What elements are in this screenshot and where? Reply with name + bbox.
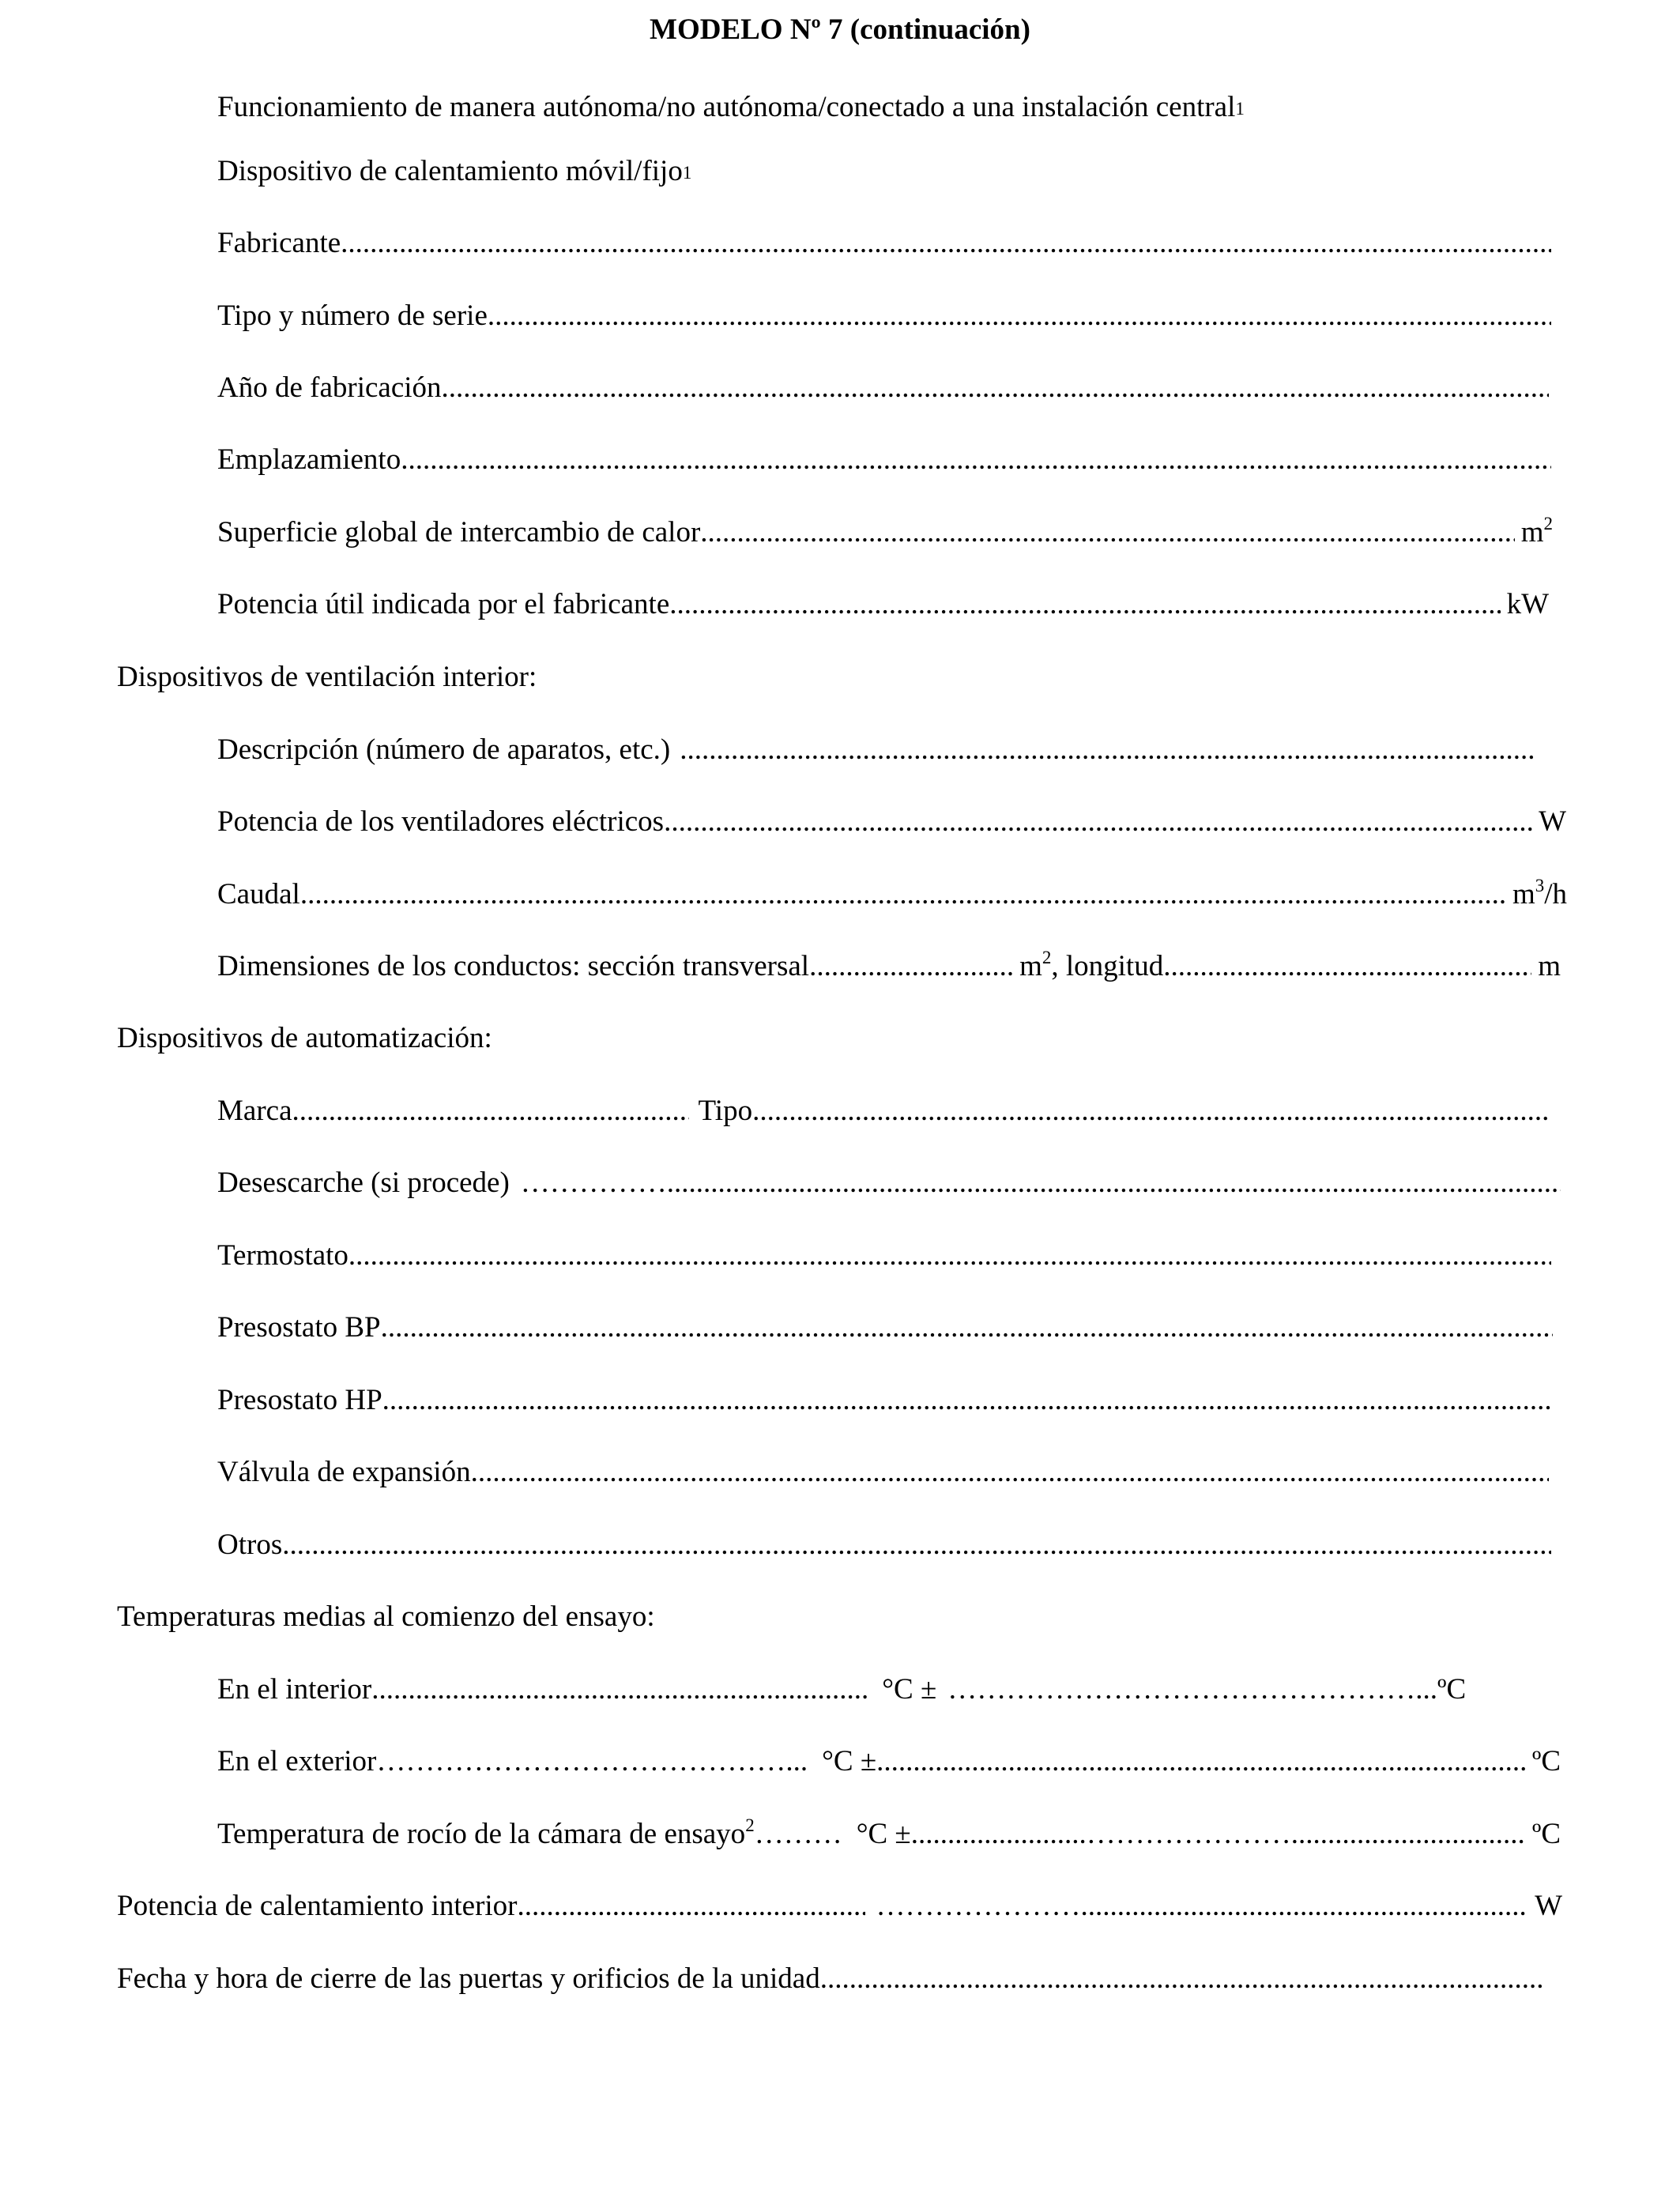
field-label: En el exterior: [217, 1745, 377, 1777]
fill-dots: [752, 1093, 1549, 1129]
field-otros[interactable]: [217, 1527, 1551, 1563]
field-label: Año de fabricación: [217, 371, 442, 404]
field-potencia-calentamiento[interactable]: [117, 1888, 1562, 1924]
fill-dots: [442, 370, 1549, 406]
field-label: Termostato: [217, 1239, 348, 1272]
unit-label: $m^2$: [1019, 948, 1052, 982]
field-tipo-serie[interactable]: [217, 298, 1551, 334]
fill-dots: [518, 1888, 865, 1924]
field-presostato-hp[interactable]: [217, 1382, 1553, 1419]
field-label: Válvula de expansión: [217, 1456, 471, 1488]
fill-dots: [674, 1165, 1561, 1201]
field-emplazamiento[interactable]: [217, 442, 1551, 478]
field-label: Desescarche (si procede): [217, 1167, 510, 1199]
fill-ellipsis: …………………: [876, 1890, 1081, 1922]
field-label: Presostato HP: [217, 1384, 382, 1416]
field-label: Potencia útil indicada por el fabricante: [217, 588, 670, 620]
unit-label: °C ±: [882, 1673, 937, 1706]
line-dispositivo-calentamiento: Dispositivo de calentamiento móvil/fijo $^1$: [217, 155, 692, 187]
fill-dots: [876, 1744, 1526, 1780]
field-label: Otros: [217, 1529, 283, 1561]
unit-label: ºC: [1437, 1673, 1467, 1706]
fill-dots: [471, 1454, 1549, 1491]
unit-label: $m^3/h$: [1512, 876, 1567, 910]
field-potencia-ventiladores[interactable]: [217, 804, 1566, 840]
field-label: Caudal: [217, 878, 300, 910]
unit-label: ºC: [1531, 1745, 1561, 1777]
field-label: Tipo y número de serie: [217, 300, 488, 332]
fill-ellipsis: …………………………………………...: [947, 1673, 1438, 1706]
field-label: Presostato BP: [217, 1311, 381, 1344]
fill-dots: [300, 876, 1506, 913]
field-label: Superficie global de intercambio de calor: [217, 516, 701, 548]
fill-dots: [820, 1961, 1546, 1997]
page-title: MODELO Nº 7 (continuación): [650, 13, 1030, 46]
unit-label: m: [1538, 950, 1561, 982]
unit-label: $m^2$: [1520, 515, 1553, 548]
fill-dots: [348, 1238, 1551, 1274]
field-anio[interactable]: [217, 370, 1549, 406]
field-label: Marca: [217, 1095, 292, 1127]
field-desescarche[interactable]: [217, 1165, 1561, 1201]
unit-label: ºC: [1531, 1818, 1561, 1850]
field-label: Fabricante: [217, 227, 341, 259]
field-marca-tipo[interactable]: [217, 1093, 1549, 1129]
unit-label: kW: [1506, 588, 1549, 620]
field-potencia-util[interactable]: [217, 586, 1549, 623]
fill-dots: [809, 948, 1013, 985]
fill-dots: [381, 1310, 1553, 1346]
field-fabricante[interactable]: [217, 225, 1551, 262]
fill-dots: [680, 732, 1535, 768]
unit-label: °C ±: [822, 1745, 877, 1777]
section-heading-automatizacion: Dispositivos de automatización:: [117, 1022, 492, 1054]
line-funcionamiento: Funcionamiento de manera autónoma/no autónoma/conectado a una instalación central $^1$: [217, 91, 1245, 123]
fill-ellipsis: ………: [754, 1818, 842, 1850]
field-label-tipo: Tipo: [698, 1095, 753, 1127]
fill-ellipsis: …………….: [520, 1167, 675, 1199]
section-heading-temperaturas: Temperaturas medias al comienzo del ensayo:: [117, 1600, 655, 1633]
field-label: Dimensiones de los conductos: sección transversal: [217, 950, 810, 982]
field-dimensiones[interactable]: [217, 948, 1561, 985]
field-presostato-bp[interactable]: [217, 1310, 1553, 1346]
fill-dots: [669, 586, 1500, 623]
field-label: Potencia de calentamiento interior: [117, 1890, 518, 1922]
fill-dots: [488, 298, 1551, 334]
fill-dots: [341, 225, 1551, 262]
field-label: En el interior: [217, 1673, 372, 1706]
fill-dots: [1163, 948, 1531, 985]
fill-ellipsis: ……………………………………...: [376, 1745, 808, 1777]
field-valvula-expansion[interactable]: [217, 1454, 1549, 1491]
field-termostato[interactable]: [217, 1238, 1551, 1274]
unit-label: W: [1539, 805, 1566, 838]
fill-dots: [292, 1093, 689, 1129]
field-temp-interior[interactable]: [217, 1672, 1561, 1708]
fill-dots: [382, 1382, 1553, 1419]
field-temp-rocio[interactable]: [217, 1816, 1561, 1853]
fill-dots: [401, 442, 1551, 478]
field-label: Potencia de los ventiladores eléctricos: [217, 805, 665, 838]
field-temp-exterior[interactable]: [217, 1744, 1561, 1780]
field-descripcion[interactable]: [217, 732, 1535, 768]
field-label-longitud: , longitud: [1051, 950, 1164, 982]
fill-dots: ........................: [910, 1818, 1087, 1850]
field-label: Temperatura de rocío de la cámara de ensayo$^2$: [217, 1816, 755, 1850]
unit-label: W: [1535, 1890, 1562, 1922]
field-label: Emplazamiento: [217, 443, 401, 476]
fill-dots: [1081, 1888, 1529, 1924]
field-superficie[interactable]: [217, 515, 1553, 551]
fill-ellipsis: …………………: [1086, 1818, 1291, 1850]
section-heading-ventilacion: Dispositivos de ventilación interior:: [117, 661, 537, 693]
fill-dots: [371, 1672, 868, 1708]
fill-dots: [1291, 1816, 1526, 1853]
field-fecha-hora[interactable]: [117, 1961, 1546, 1997]
fill-dots: [664, 804, 1532, 840]
unit-label: °C ±: [856, 1818, 911, 1850]
field-label: Fecha y hora de cierre de las puertas y orificios de la unidad: [117, 1962, 820, 1995]
fill-dots: [282, 1527, 1551, 1563]
field-label: Descripción (número de aparatos, etc.): [217, 733, 671, 766]
fill-dots: [700, 515, 1514, 551]
field-caudal[interactable]: [217, 876, 1567, 913]
